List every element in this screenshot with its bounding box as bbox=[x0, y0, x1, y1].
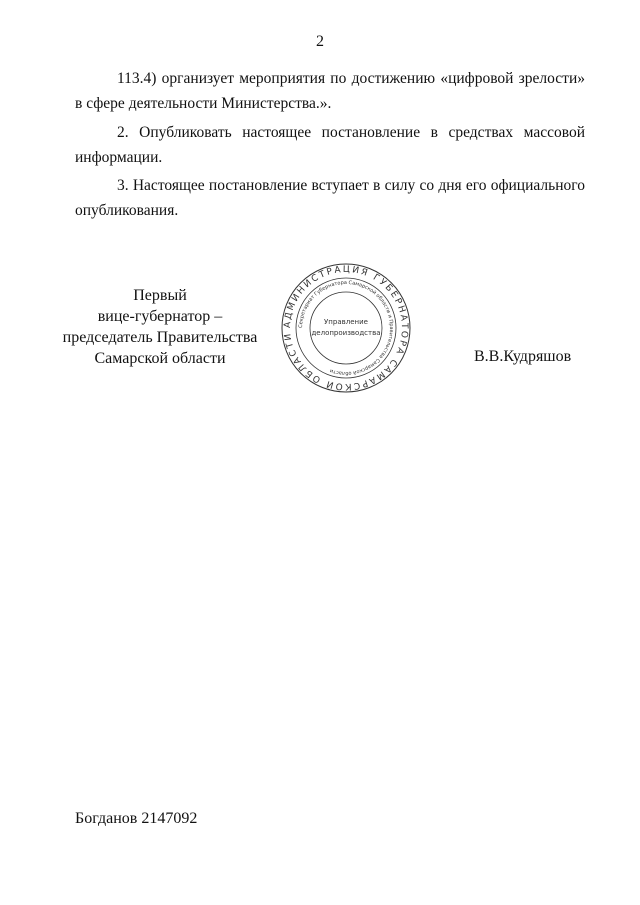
signatory-position bbox=[55, 285, 265, 369]
stamp-outer-text: АДМИНИСТРАЦИЯ ГУБЕРНАТОРА САМАРСКОЙ ОБЛАСТИ bbox=[282, 264, 410, 392]
stamp-center-line: делопроизводства bbox=[311, 329, 381, 337]
stamp-middle-text: Секретариат Губернатора Самарской области и Правительства Самарской области bbox=[297, 279, 395, 377]
position-line: председатель Правительства bbox=[62, 329, 258, 346]
paragraph-3: 3. Настоящее постановление вступает в силу со дня его официального опубликования. bbox=[75, 177, 585, 219]
paragraph-1: 113.4) организует мероприятия по достижению «цифровой зрелости» в сфере деятельности Министерства.». bbox=[75, 70, 585, 112]
stamp-center-line: Управление bbox=[324, 318, 368, 326]
official-stamp bbox=[280, 262, 412, 394]
position-line: вице-губернатор – bbox=[97, 308, 223, 325]
paragraph-2: 2. Опубликовать настоящее постановление в средствах массовой информации. bbox=[75, 124, 585, 166]
position-line: Первый bbox=[133, 287, 187, 304]
position-line: Самарской области bbox=[94, 350, 226, 367]
signatory-name: В.В.Кудряшов bbox=[474, 348, 572, 365]
executor-footer: Богданов 2147092 bbox=[75, 810, 198, 827]
page-number: 2 bbox=[316, 33, 324, 50]
